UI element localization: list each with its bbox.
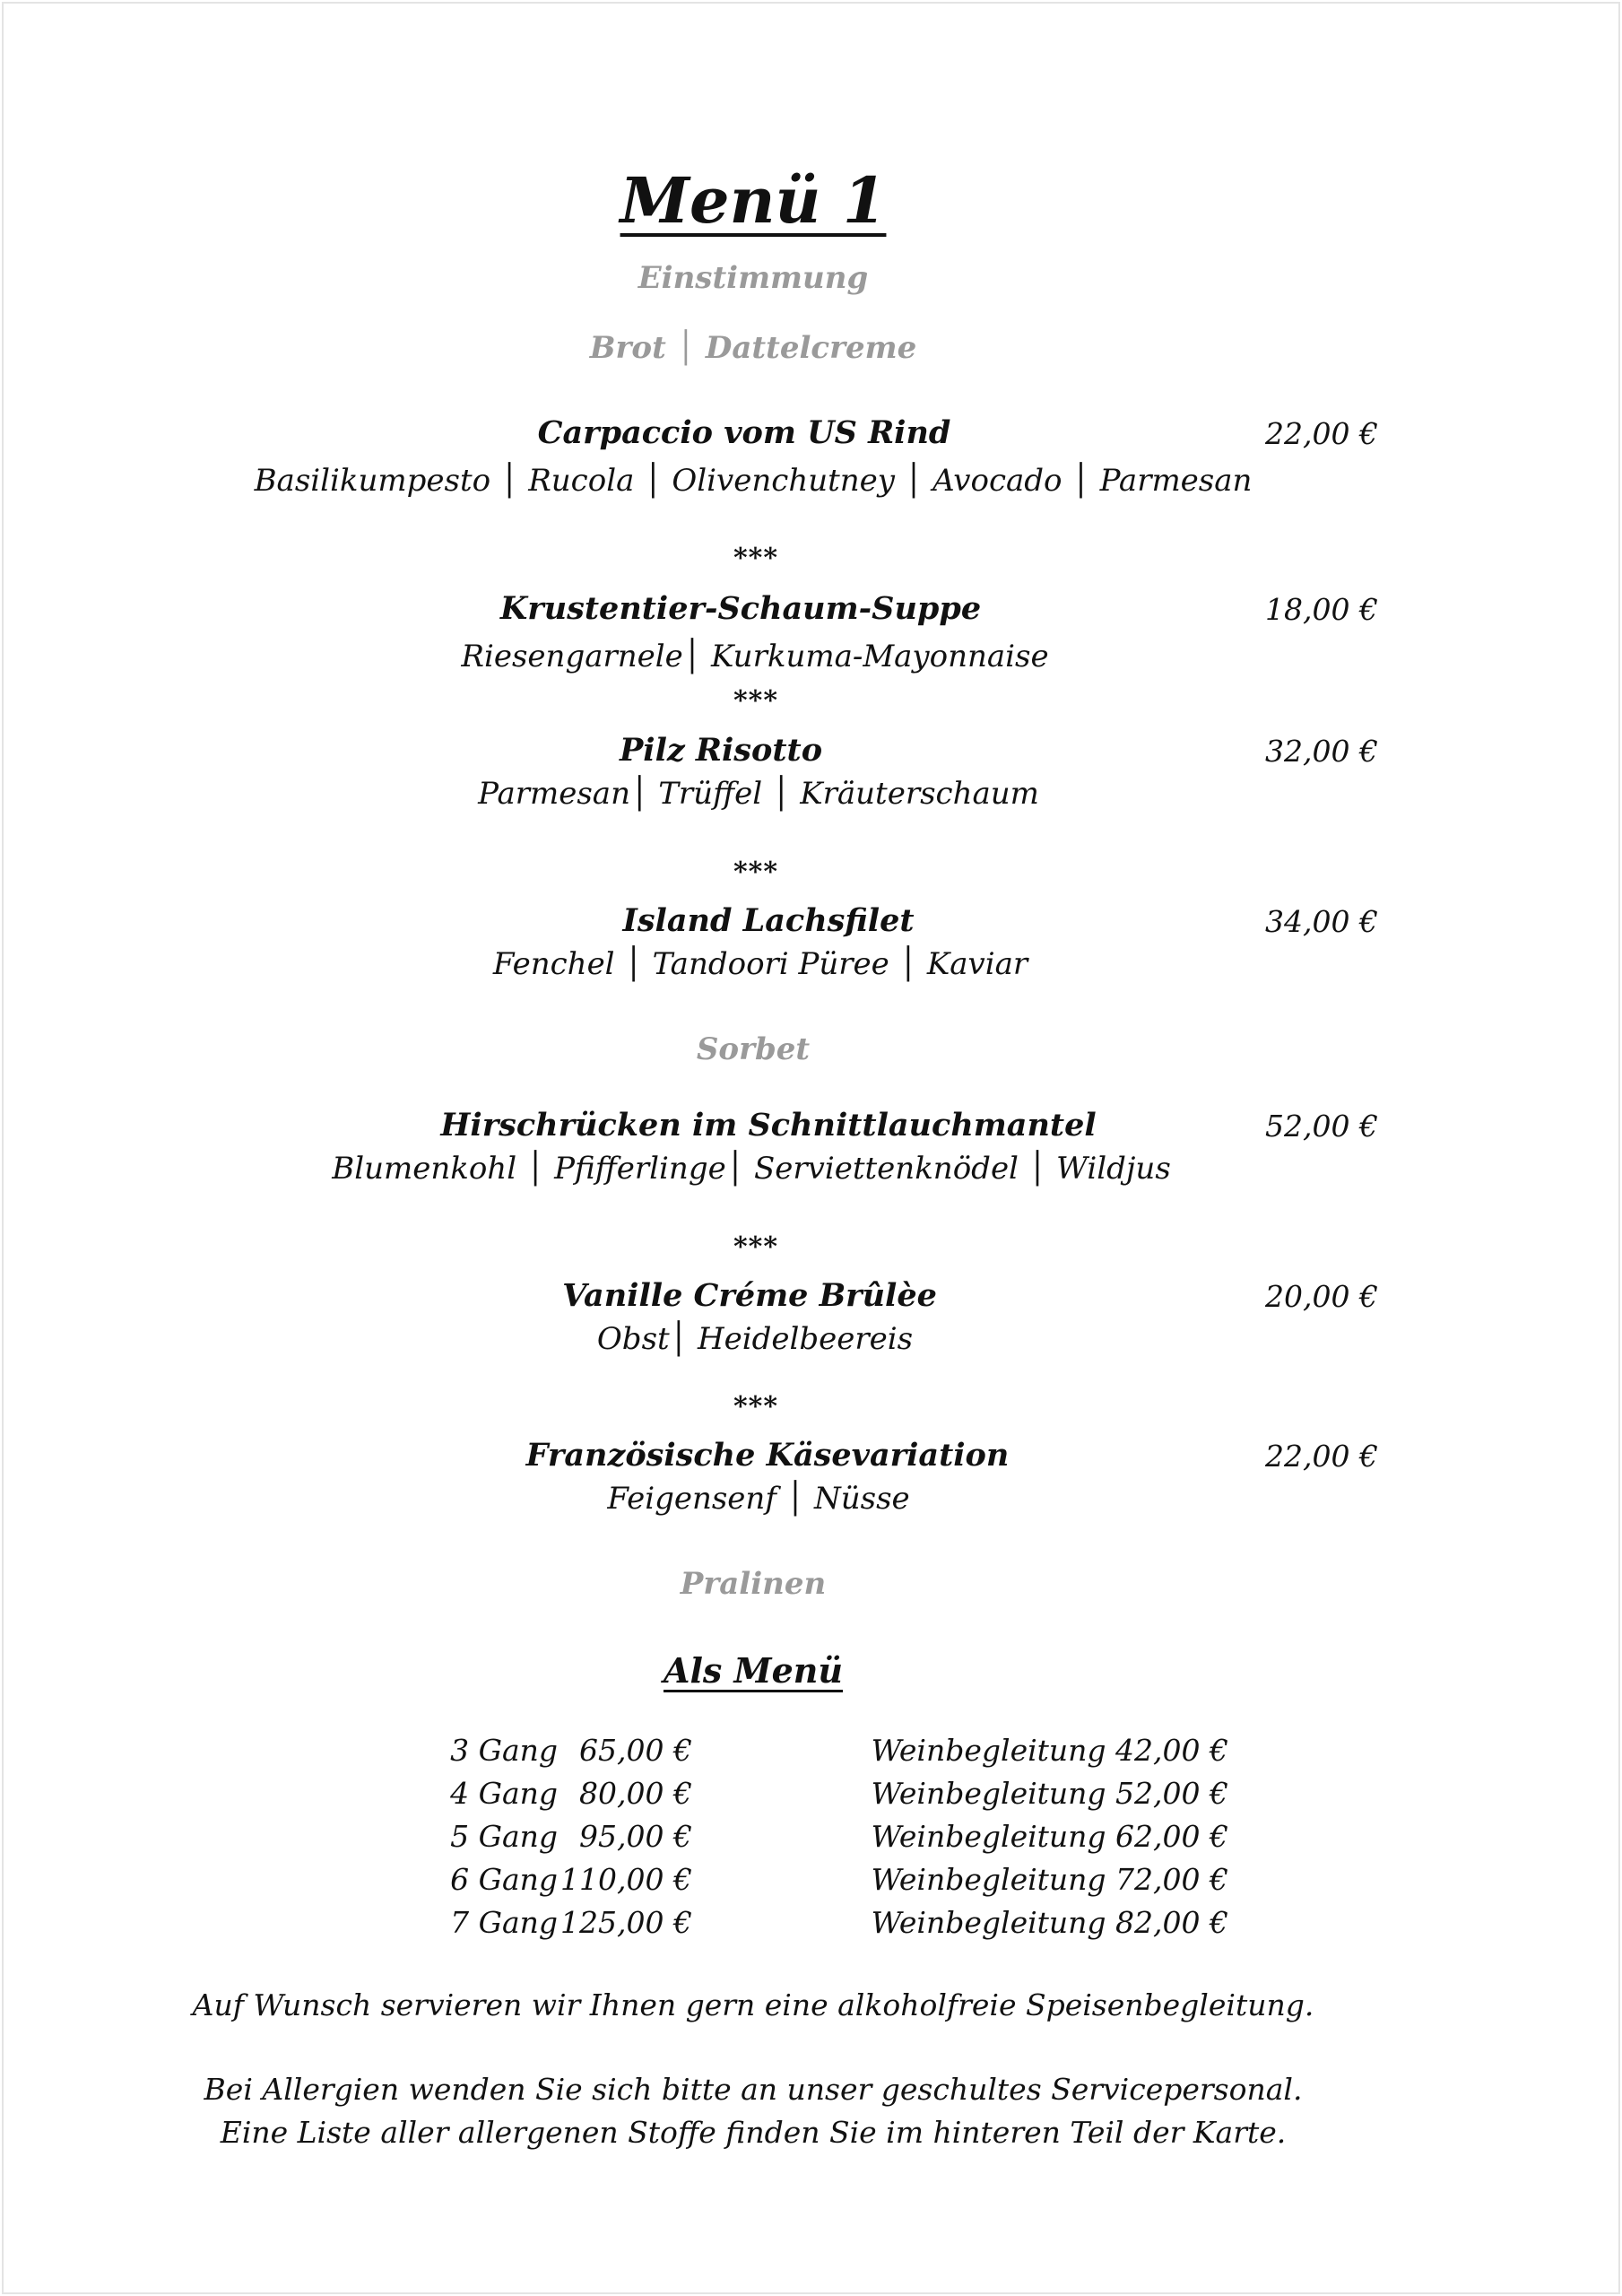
course-name: Hirschrücken im Schnittlauchmantel (440, 1107, 1097, 1144)
course-name: Pilz Risotto (619, 732, 823, 769)
gang-label: 6 Gang (450, 1862, 558, 1897)
pralinen-label: Pralinen (680, 1566, 827, 1602)
gang-label: 4 Gang (450, 1776, 558, 1811)
wine-pairing: Weinbegleitung 72,00 € (871, 1862, 1228, 1897)
course-description: Riesengarnele│ Kurkuma-Mayonnaise (461, 639, 1049, 674)
course-name: Island Lachsfilet (622, 902, 915, 939)
course-price: 20,00 € (1265, 1279, 1378, 1314)
course-price: 18,00 € (1265, 592, 1378, 627)
course-description: Parmesan│ Trüffel │ Kräuterschaum (478, 776, 1039, 812)
separator: *** (733, 1231, 779, 1263)
course-description: Fenchel │ Tandoori Püree │ Kaviar (492, 946, 1028, 982)
wine-pairing: Weinbegleitung 82,00 € (871, 1905, 1228, 1940)
course-price: 22,00 € (1265, 1439, 1378, 1474)
course-description: Basilikumpesto │ Rucola │ Olivenchutney │ Avocado │ Parmesan (254, 463, 1253, 499)
gang-price: 65,00 € (579, 1733, 692, 1768)
course-name: Carpaccio vom US Rind (537, 414, 951, 451)
sorbet-label: Sorbet (696, 1031, 811, 1067)
course-description: Feigensenf │ Nüsse (607, 1481, 910, 1517)
gang-label: 7 Gang (450, 1905, 558, 1940)
gang-label: 3 Gang (450, 1733, 558, 1768)
intro-label: Einstimmung (638, 260, 869, 296)
alcohol-free-note: Auf Wunsch servieren wir Ihnen gern eine alkoholfreie Speisenbegleitung. (192, 1987, 1314, 2022)
course-name: Krustentier-Schaum-Suppe (499, 590, 982, 627)
gang-price: 125,00 € (560, 1905, 692, 1940)
wine-pairing: Weinbegleitung 62,00 € (871, 1819, 1228, 1854)
course-price: 52,00 € (1265, 1109, 1378, 1144)
gang-price: 95,00 € (579, 1819, 692, 1854)
course-description: Obst│ Heidelbeereis (596, 1321, 914, 1357)
course-price: 32,00 € (1265, 734, 1378, 769)
course-description: Blumenkohl │ Pfifferlinge│ Serviettenknödel │ Wildjus (332, 1151, 1171, 1187)
course-price: 34,00 € (1265, 904, 1378, 939)
wine-pairing: Weinbegleitung 42,00 € (871, 1733, 1228, 1768)
gang-price: 110,00 € (560, 1862, 692, 1897)
course-price: 22,00 € (1265, 416, 1378, 451)
separator: *** (733, 857, 779, 888)
separator: *** (733, 543, 779, 574)
als-menu-heading: Als Menü (663, 1650, 844, 1691)
allergy-note: Bei Allergien wenden Sie sich bitte an unser geschultes Servicepersonal. (204, 2072, 1303, 2107)
wine-pairing: Weinbegleitung 52,00 € (871, 1776, 1228, 1811)
intro-bread: Brot │ Dattelcreme (589, 330, 917, 366)
separator: *** (733, 1391, 779, 1422)
gang-price: 80,00 € (579, 1776, 692, 1811)
course-name: Vanille Créme Brûlèe (562, 1277, 937, 1314)
gang-label: 5 Gang (450, 1819, 558, 1854)
course-name: Französische Käsevariation (525, 1437, 1010, 1474)
allergy-list-note: Eine Liste aller allergenen Stoffe finden Sie im hinteren Teil der Karte. (220, 2115, 1287, 2150)
menu-title: Menü 1 (620, 163, 887, 238)
separator: *** (733, 685, 779, 717)
